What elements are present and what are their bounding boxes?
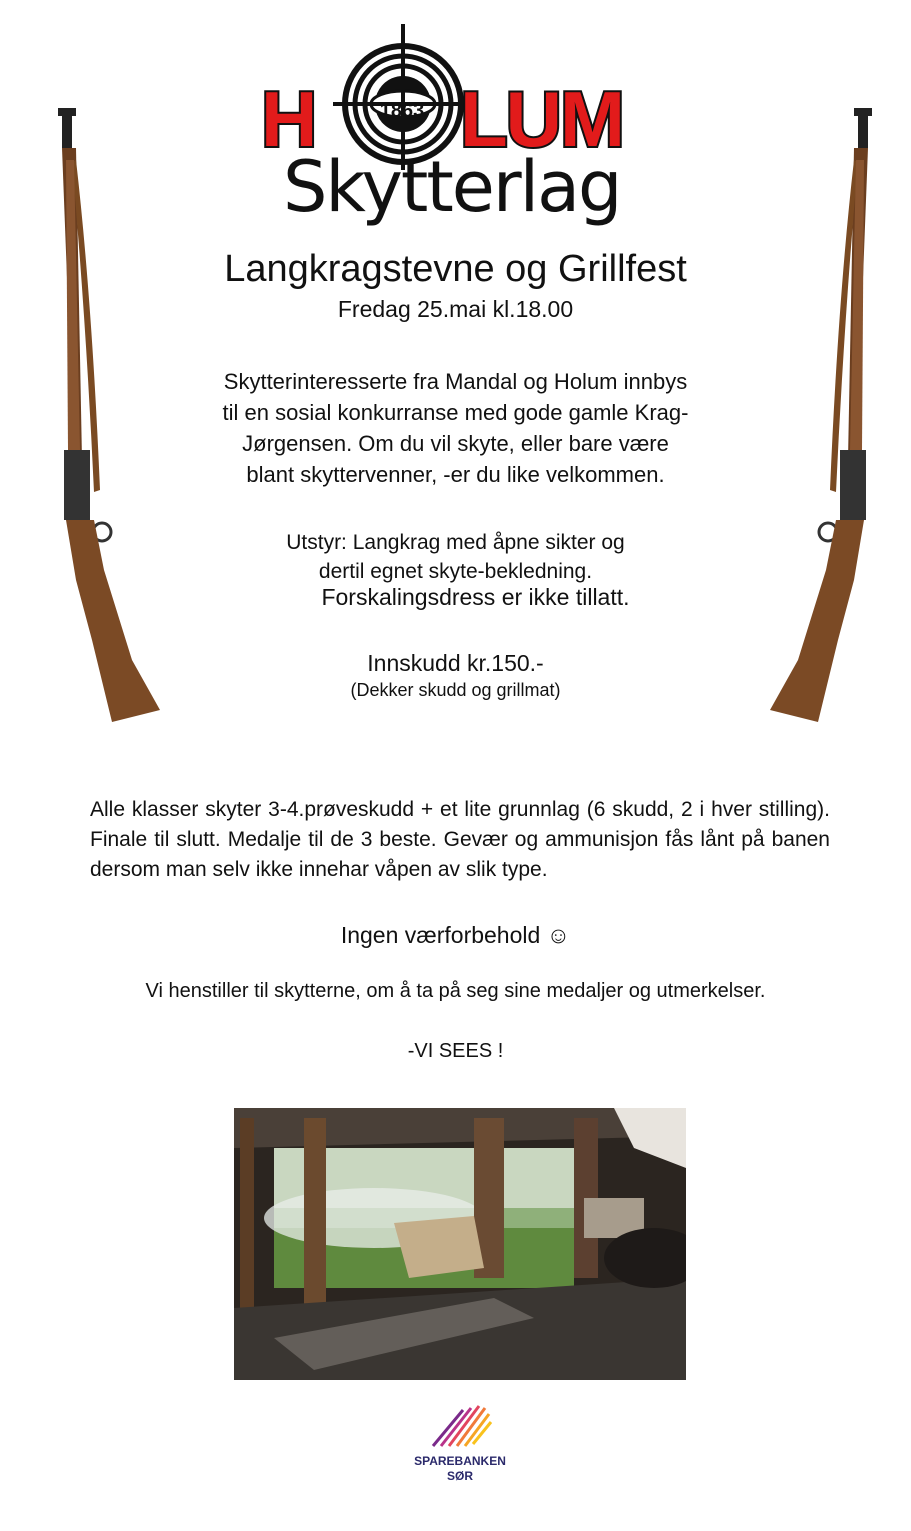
equipment-line: dertil egnet skyte-bekledning.: [318, 560, 593, 583]
sponsor-name-line1: SPAREBANKEN: [414, 1454, 506, 1468]
logo-letter-h: H: [261, 75, 316, 163]
club-logo: [255, 22, 655, 242]
entry-fee-note: (Dekker skudd og grillmat): [350, 680, 561, 700]
intro-line: Skytterinteresserte fra Mandal og Holum innbys: [223, 369, 688, 394]
event-title: Langkragstevne og Grillfest: [224, 248, 687, 290]
weather-note: Ingen værforbehold ☺: [340, 922, 571, 948]
competition-details: Alle klasser skyter 3-4.prøveskudd + et lite grunnlag (6 skudd, 2 i hver stilling). Finale til slutt. Medalje til de 3 beste. Gevær og ammunisjon fås lånt på banen dersom man selv ikke innehar våpen av slik type.: [90, 798, 830, 881]
intro-line: Jørgensen. Om du vil skyte, eller bare være: [242, 431, 669, 456]
intro-line: til en sosial konkurranse med gode gamle Krag-: [222, 400, 689, 425]
intro-line: blant skyttervenner, -er du like velkommen.: [246, 462, 665, 487]
logo-year: 1863: [379, 100, 425, 122]
sponsor-name: [395, 1454, 525, 1484]
logo-word-lum: LUM: [460, 75, 623, 163]
equipment-dress-rule: Forskalingsdress er ikke tillatt.: [321, 584, 630, 610]
entry-fee: Innskudd kr.150.-: [367, 650, 544, 676]
closing-line: -VI SEES !: [407, 1040, 504, 1062]
sparebanken-stripes-icon: [395, 1398, 525, 1453]
sponsor-name-line2: SØR: [446, 1469, 473, 1483]
sponsor-logo: [395, 1398, 525, 1488]
medal-request: Vi henstiller til skytterne, om å ta på seg sine medaljer og utmerkelser.: [145, 980, 766, 1002]
shooting-range-photo: [234, 1108, 686, 1380]
intro-paragraph: [0, 366, 911, 490]
event-date: Fredag 25.mai kl.18.00: [337, 296, 574, 322]
logo-subtitle: Skytterlag: [283, 146, 621, 228]
equipment-line: Utstyr: Langkrag med åpne sikter og: [286, 531, 625, 554]
equipment-text: [0, 528, 911, 586]
